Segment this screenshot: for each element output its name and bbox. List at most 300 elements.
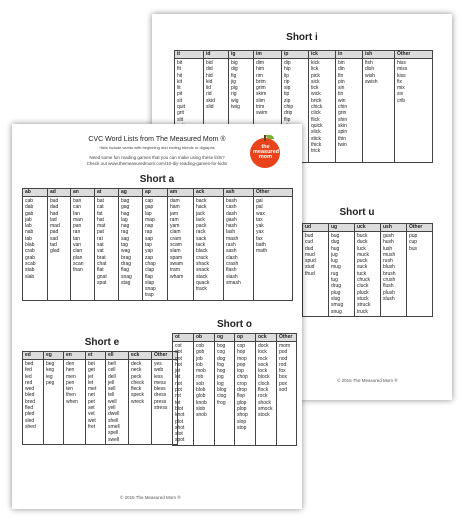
word: let xyxy=(88,379,94,386)
word: six xyxy=(397,91,404,98)
word: clog xyxy=(217,393,227,400)
word: brick xyxy=(311,97,322,104)
word: bit xyxy=(177,60,183,66)
word: flat xyxy=(97,267,104,274)
word: hop xyxy=(237,349,246,356)
word: shed xyxy=(25,423,36,430)
word: dad xyxy=(50,204,59,211)
word: lack xyxy=(196,216,205,223)
word: cap xyxy=(145,198,154,204)
cvc-word-lists-page xyxy=(12,124,302,509)
word: skid xyxy=(206,97,215,104)
word-column xyxy=(106,360,129,445)
word: gnat xyxy=(97,273,107,280)
word: lash xyxy=(226,229,236,236)
word: jug xyxy=(331,251,338,258)
word: luck xyxy=(357,245,366,252)
column-header: ab xyxy=(23,189,48,197)
column-header: in xyxy=(336,51,363,59)
word: slug xyxy=(331,295,341,302)
word: flash xyxy=(226,267,237,274)
word: sell xyxy=(108,386,116,393)
word: rack xyxy=(196,229,206,236)
word: skin xyxy=(338,122,347,129)
word: yell xyxy=(108,405,116,412)
word: hag xyxy=(121,210,130,217)
word: dwell xyxy=(108,411,120,418)
word: back xyxy=(196,198,207,204)
word: cup xyxy=(409,239,418,246)
column-header: eg xyxy=(44,352,64,360)
word-column xyxy=(381,232,407,317)
word-column xyxy=(194,342,215,446)
word: fed xyxy=(25,367,32,374)
word: thin xyxy=(338,135,347,142)
column-header: ig xyxy=(229,51,254,59)
word: rid xyxy=(206,91,212,98)
word-column xyxy=(355,232,381,317)
word: sad xyxy=(50,235,59,242)
word: cot xyxy=(175,343,182,349)
word: brush xyxy=(383,270,396,277)
word: tag xyxy=(121,242,128,249)
word: twig xyxy=(231,104,240,111)
word-column xyxy=(129,360,152,445)
word: not xyxy=(175,380,182,387)
column-header: ash xyxy=(224,189,254,197)
word: pup xyxy=(409,233,418,239)
word: pin xyxy=(338,78,345,85)
word-column xyxy=(23,360,44,445)
front-footer: © 2015 The Measured Mom ® xyxy=(120,495,181,500)
word-column xyxy=(168,197,194,301)
word: jam xyxy=(170,210,179,217)
word: rush xyxy=(383,258,393,265)
word: wick xyxy=(311,91,321,98)
word: track xyxy=(196,286,207,293)
word: rip xyxy=(284,78,290,85)
column-header: ish xyxy=(363,51,395,59)
word: spat xyxy=(97,279,107,286)
word: dot xyxy=(175,349,182,356)
column-header: ell xyxy=(106,352,129,360)
word: tick xyxy=(311,85,319,92)
word: tell xyxy=(108,392,115,399)
word: jell xyxy=(108,379,115,386)
word: yax xyxy=(256,229,264,236)
word: rug xyxy=(331,270,339,277)
column-header: og xyxy=(215,334,235,342)
word-column xyxy=(329,232,355,317)
word: deck xyxy=(131,361,142,367)
word: lag xyxy=(121,216,128,223)
word: tug xyxy=(331,277,338,284)
word: lap xyxy=(145,210,152,217)
word-column xyxy=(363,59,395,163)
word: gob xyxy=(196,349,205,356)
word: big xyxy=(231,60,238,66)
word: stress xyxy=(154,405,168,412)
word: lug xyxy=(331,258,338,265)
word: dress xyxy=(154,392,167,399)
word: mop xyxy=(237,355,247,362)
word: cob xyxy=(196,343,205,349)
word: sack xyxy=(196,235,207,242)
word: thud xyxy=(305,270,315,277)
word: hiss xyxy=(397,60,406,66)
word: rod xyxy=(279,361,287,368)
word: ten xyxy=(66,386,73,393)
word: than xyxy=(73,267,83,274)
word: plot xyxy=(175,418,184,425)
word: dish xyxy=(365,66,375,73)
word: scab xyxy=(25,260,36,267)
word: fog xyxy=(217,361,224,368)
word: ram xyxy=(170,216,179,223)
word: gal xyxy=(256,198,263,204)
word: tot xyxy=(175,399,181,406)
word: smug xyxy=(331,302,344,309)
column-header: ack xyxy=(194,189,224,197)
word: blot xyxy=(175,405,184,412)
word: jot xyxy=(175,368,181,375)
word: mug xyxy=(331,264,341,271)
column-header: at xyxy=(95,189,119,197)
word: fin xyxy=(338,72,344,79)
word: snob xyxy=(196,412,207,419)
word: dug xyxy=(331,239,340,246)
word: stock xyxy=(258,412,270,419)
word: dip xyxy=(284,60,291,66)
word: mush xyxy=(383,251,396,258)
word: bred xyxy=(25,398,36,405)
word: pack xyxy=(196,223,207,230)
word-column xyxy=(48,197,71,301)
word: smash xyxy=(226,279,241,286)
word: shot xyxy=(175,424,185,431)
word: tin xyxy=(338,91,344,98)
word: tram xyxy=(170,267,180,274)
word-column xyxy=(309,59,336,163)
word: miss xyxy=(397,66,408,73)
word: dud xyxy=(305,245,314,252)
word: when xyxy=(66,398,78,405)
word: bad xyxy=(50,198,59,204)
word: fox xyxy=(279,368,286,375)
word: wet xyxy=(88,417,96,424)
word: quack xyxy=(196,279,210,286)
word-column xyxy=(86,360,106,445)
word: quick xyxy=(311,122,323,129)
word-column xyxy=(336,59,363,163)
word: nap xyxy=(145,223,154,230)
column-header: it xyxy=(175,51,204,59)
word: lick xyxy=(311,66,319,73)
word: bash xyxy=(226,198,237,204)
column-header: ock xyxy=(256,334,277,342)
word: den xyxy=(66,361,75,367)
word: rash xyxy=(226,242,236,249)
word: swam xyxy=(170,260,184,267)
word: men xyxy=(66,373,76,380)
word-column xyxy=(254,197,293,301)
word: speck xyxy=(131,392,145,399)
word: buck xyxy=(357,233,368,239)
column-header: ud xyxy=(303,224,329,232)
word: drop xyxy=(237,387,248,394)
word: truck xyxy=(357,308,368,315)
word: tip xyxy=(284,91,290,98)
word: spin xyxy=(338,129,348,136)
word: set xyxy=(88,405,95,412)
word: yak xyxy=(256,223,264,230)
word: pen xyxy=(66,379,75,386)
word: dog xyxy=(217,355,226,362)
word: tab xyxy=(25,235,32,242)
word: lot xyxy=(175,374,181,381)
word: clam xyxy=(170,229,181,236)
word: shock xyxy=(258,399,272,406)
word: smock xyxy=(258,405,273,412)
word: scam xyxy=(170,242,182,249)
word-column xyxy=(64,360,86,445)
word: spam xyxy=(170,254,183,261)
short-i-heading: Short i xyxy=(286,32,318,43)
short-a-table xyxy=(22,188,293,301)
word: shack xyxy=(196,260,210,267)
promo-line-1: Need some fun reading games that you can make using these lists? xyxy=(89,155,225,160)
word: wax xyxy=(256,210,265,217)
word: rock xyxy=(258,355,268,362)
column-header: et xyxy=(86,352,106,360)
word: tock xyxy=(258,368,268,375)
word: had xyxy=(50,210,59,217)
word: skim xyxy=(256,91,267,98)
word: yes xyxy=(154,361,162,367)
column-header: Other xyxy=(407,224,433,232)
word: bug xyxy=(331,233,340,239)
word: swim xyxy=(256,110,268,117)
word: hash xyxy=(226,223,237,230)
word: bed xyxy=(25,361,34,367)
word: crack xyxy=(196,254,208,261)
word: check xyxy=(131,379,145,386)
word: bat xyxy=(97,198,104,204)
word: fig xyxy=(231,72,237,79)
column-header: ush xyxy=(381,224,407,232)
word: chat xyxy=(97,260,107,267)
word: wig xyxy=(231,97,239,104)
word: glad xyxy=(50,248,60,255)
word: smell xyxy=(108,423,120,430)
word-column xyxy=(395,59,433,163)
word: clap xyxy=(145,267,155,274)
word: stuck xyxy=(357,295,369,302)
column-header: ot xyxy=(173,334,194,342)
word: fat xyxy=(97,210,103,217)
word: nag xyxy=(121,223,130,230)
word: snug xyxy=(331,308,342,315)
word: bled xyxy=(25,392,35,399)
word: slab xyxy=(25,273,35,280)
word: cash xyxy=(226,204,237,211)
word: mash xyxy=(226,235,239,242)
word: clash xyxy=(226,254,238,261)
word: bless xyxy=(154,386,166,393)
word: dash xyxy=(226,210,237,217)
word: dam xyxy=(170,198,180,204)
word: stag xyxy=(121,279,131,286)
word: shell xyxy=(108,417,119,424)
word: rag xyxy=(121,229,129,236)
word: ran xyxy=(73,229,81,236)
word: bath xyxy=(256,242,266,249)
word: top xyxy=(237,368,244,375)
column-header: im xyxy=(254,51,282,59)
word: hen xyxy=(66,367,75,374)
word: bud xyxy=(305,233,314,239)
word: crop xyxy=(237,380,247,387)
word: slob xyxy=(196,405,206,412)
column-header: ap xyxy=(143,189,168,197)
word: slap xyxy=(145,279,155,286)
word-column xyxy=(194,197,224,301)
word: rob xyxy=(196,374,204,381)
word: rig xyxy=(231,91,237,98)
word: grab xyxy=(25,254,36,261)
word: gab xyxy=(25,210,34,217)
word: shin xyxy=(338,116,348,123)
word: sat xyxy=(97,242,104,249)
word: gash xyxy=(226,216,237,223)
word: sick xyxy=(311,78,320,85)
word: mat xyxy=(97,223,106,230)
word-column xyxy=(143,197,168,301)
word: brim xyxy=(256,78,266,85)
word: bag xyxy=(121,198,130,204)
word: grin xyxy=(338,110,347,117)
column-header: uck xyxy=(355,224,381,232)
word: mom xyxy=(279,343,291,349)
word: slot xyxy=(175,431,183,438)
word: led xyxy=(25,373,32,380)
word: flush xyxy=(383,283,394,290)
word: plush xyxy=(383,289,395,296)
word: pad xyxy=(50,229,59,236)
word: pod xyxy=(279,349,288,356)
word: duck xyxy=(357,239,368,246)
word: frog xyxy=(217,399,226,406)
word: wreck xyxy=(131,398,145,405)
column-header: Other xyxy=(152,352,178,360)
back-footer: © 2015 The Measured Mom ® xyxy=(337,378,398,383)
word: hot xyxy=(175,361,182,368)
word-column xyxy=(407,232,433,317)
word: click xyxy=(311,110,321,117)
word: stab xyxy=(25,267,35,274)
word: plan xyxy=(73,254,83,261)
word: dab xyxy=(25,204,34,211)
column-header: an xyxy=(71,189,95,197)
word: wag xyxy=(121,248,131,255)
word: hog xyxy=(217,368,226,375)
word: brat xyxy=(97,254,106,261)
word: crib xyxy=(397,97,406,104)
word: bin xyxy=(338,60,345,66)
word: can xyxy=(73,204,82,211)
word: kiss xyxy=(397,72,406,79)
word: flap xyxy=(145,273,154,280)
word: yap xyxy=(145,248,154,255)
word: puck xyxy=(357,258,368,265)
word: dell xyxy=(108,373,116,380)
word: brag xyxy=(121,254,132,261)
word-column xyxy=(277,342,297,446)
word: flag xyxy=(121,267,130,274)
word: get xyxy=(88,367,95,374)
word: black xyxy=(196,248,208,255)
word: chick xyxy=(311,104,323,111)
word-column xyxy=(23,197,48,301)
column-header: eck xyxy=(129,352,152,360)
word: pal xyxy=(256,204,263,211)
word: blush xyxy=(383,264,395,271)
column-header: id xyxy=(204,51,229,59)
word: nod xyxy=(279,355,288,362)
word: blog xyxy=(217,387,227,394)
word: pan xyxy=(73,223,82,230)
word: hit xyxy=(177,72,183,79)
word: cram xyxy=(170,235,182,242)
word: lab xyxy=(25,223,32,230)
word: kid xyxy=(206,78,213,85)
word-column xyxy=(256,342,277,446)
word: sin xyxy=(338,85,345,92)
word: hid xyxy=(206,72,213,79)
word: nab xyxy=(25,229,34,236)
word: did xyxy=(206,66,213,73)
word: chap xyxy=(145,260,156,267)
word: hush xyxy=(383,239,394,246)
word: math xyxy=(256,248,268,255)
word: cab xyxy=(25,198,34,204)
word: muck xyxy=(357,251,369,258)
word: struck xyxy=(357,302,371,309)
word: clock xyxy=(258,380,270,387)
column-header: Other xyxy=(277,334,297,342)
word: net xyxy=(88,392,95,399)
word: crash xyxy=(226,260,239,267)
word: fax xyxy=(256,235,263,242)
word: twin xyxy=(338,141,347,148)
word: crab xyxy=(25,248,35,255)
word: stop xyxy=(237,424,247,431)
word: pick xyxy=(311,72,320,79)
word: mob xyxy=(196,368,206,375)
word: sled xyxy=(25,417,35,424)
word: pox xyxy=(279,380,288,387)
word: slim xyxy=(256,97,265,104)
word: flock xyxy=(258,387,269,394)
word: pot xyxy=(175,387,182,394)
word: wham xyxy=(170,273,184,280)
word: drag xyxy=(121,260,132,267)
column-header: ed xyxy=(23,352,44,360)
word: pet xyxy=(88,398,95,405)
word-column xyxy=(173,342,194,446)
word: well xyxy=(108,398,117,405)
word: rap xyxy=(145,229,153,236)
